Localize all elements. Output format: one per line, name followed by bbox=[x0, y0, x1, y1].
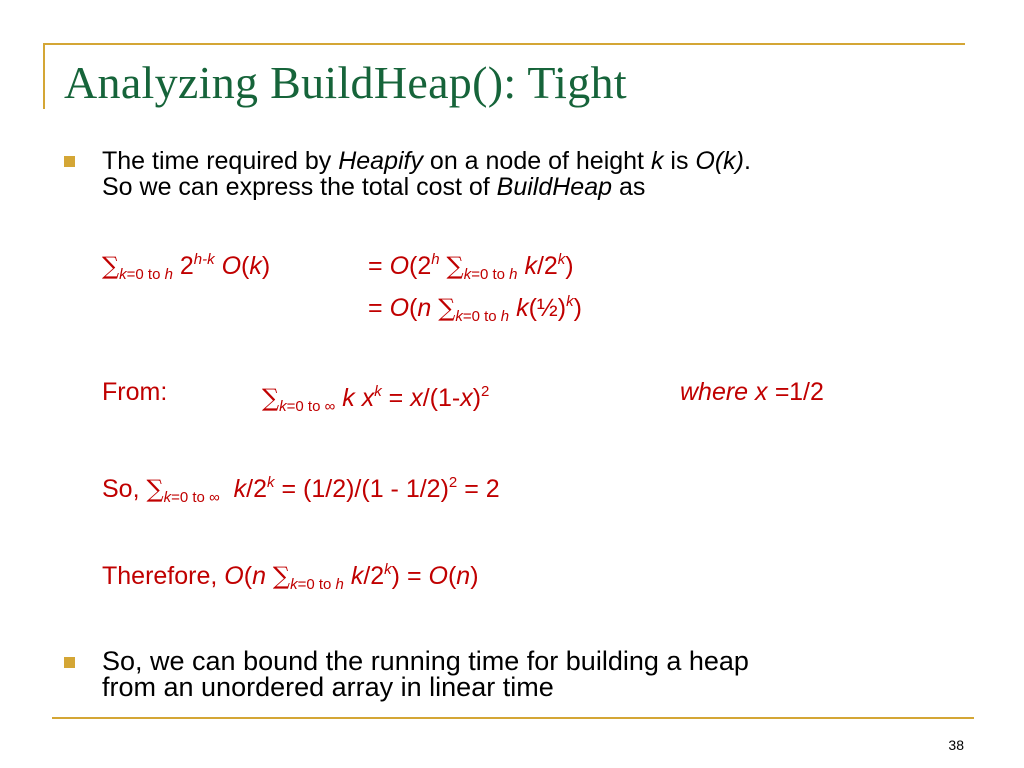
equation-from-series: $\sum_{k=0 to \infty}$ k $x^k = x/(1-x)^2$ bbox=[262, 383, 490, 415]
slide-title: Analyzing BuildHeap(): Tight bbox=[64, 57, 627, 108]
frame-top-rule bbox=[43, 43, 965, 45]
page-number: 38 bbox=[948, 737, 964, 753]
frame-bottom-rule bbox=[52, 717, 974, 719]
equation-from-label: From: bbox=[102, 378, 168, 406]
bullet-2-line-1: So, we can bound the running time for building a heap bbox=[102, 646, 749, 676]
equation-sum-lhs: $\sum_{k=0 to h}$ 2$^{h-k}$ O(k) bbox=[102, 251, 271, 283]
bullet-1-line-2: So we can express the total cost of BuildHeap as bbox=[102, 173, 646, 201]
equation-so: So, $\sum_{k=0 to \infty}$ k/2$^k$ = (1/2)/(1 - 1/2)$^2$ = 2 bbox=[102, 474, 500, 506]
equation-therefore: Therefore, O(n $\sum_{k=0 to h}$ k/2$^k$) = O(n) bbox=[102, 561, 479, 593]
bullet-marker-1 bbox=[64, 156, 75, 167]
equation-where-clause: where x =1/2 bbox=[680, 378, 824, 406]
bullet-marker-2 bbox=[64, 657, 75, 668]
bullet-2-line-2: from an unordered array in linear time bbox=[102, 672, 554, 702]
bullet-1-line-1: The time required by Heapify on a node of height k is O(k). bbox=[102, 147, 751, 175]
equation-sum-rhs-1: = O(2$^h$ $\sum_{k=0 to h}$ k/2$^k$) bbox=[368, 251, 574, 283]
frame-left-accent bbox=[43, 43, 45, 109]
equation-sum-rhs-2: = O(n $\sum_{k=0 to h}$ k(½)$^k$) bbox=[368, 293, 582, 325]
